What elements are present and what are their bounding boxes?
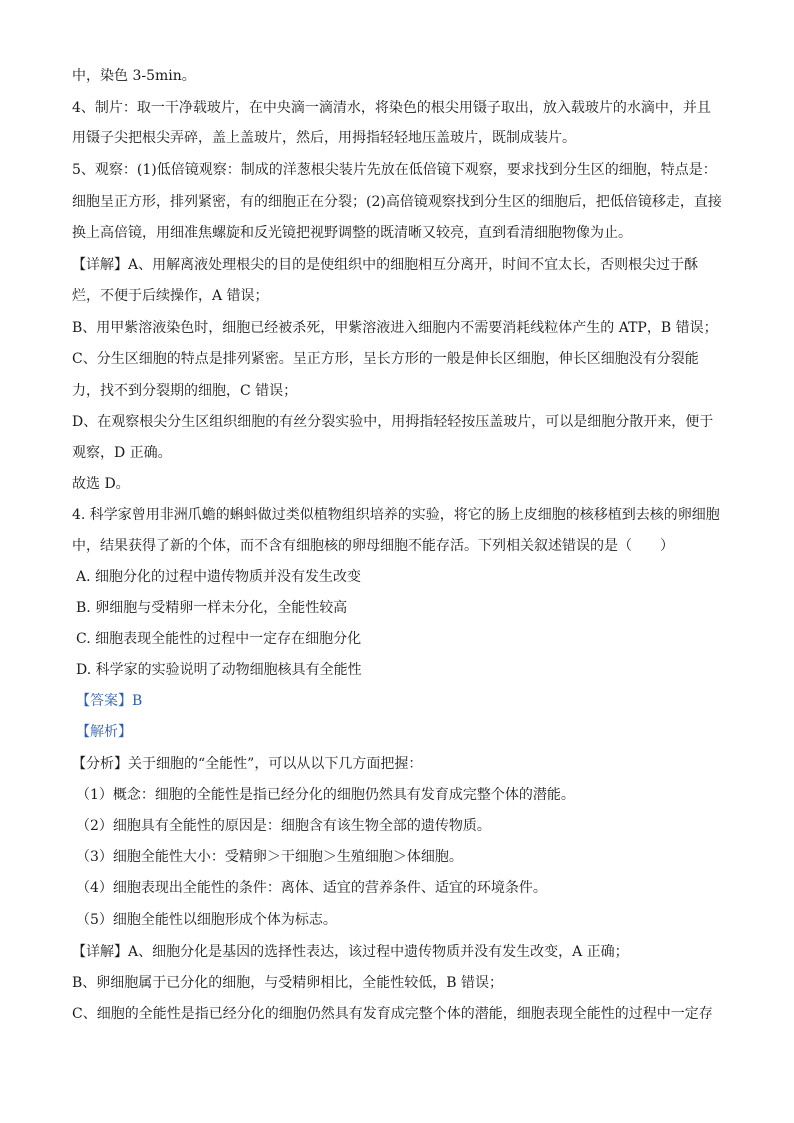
- text-line: （1）概念：细胞的全能性是指已经分化的细胞仍然具有发育成完整个体的潜能。: [76, 787, 575, 803]
- option-a: A. 细胞分化的过程中遗传物质并没有发生改变: [76, 569, 362, 585]
- text-line: B、用甲紫溶液染色时，细胞已经被杀死，甲紫溶液进入细胞内不需要消耗线粒体产生的 ATP，B 错误；: [72, 320, 718, 336]
- text-line: 4、制片：取一干净载玻片，在中央滴一滴清水，将染色的根尖用镊子取出，放入载玻片的水滴中，并且: [72, 100, 711, 116]
- text-line: 用镊子尖把根尖弄碎，盖上盖玻片，然后，用拇指轻轻地压盖玻片，既制成装片。: [72, 130, 576, 146]
- text-line: B、卵细胞属于已分化的细胞，与受精卵相比，全能性较低，B 错误；: [72, 975, 504, 991]
- option-b: B. 卵细胞与受精卵一样未分化，全能性较高: [76, 600, 348, 616]
- text-line: （5）细胞全能性以细胞形成个体为标志。: [76, 912, 337, 928]
- text-line: （3）细胞全能性大小：受精卵＞干细胞＞生殖细胞＞体细胞。: [76, 849, 463, 865]
- text-line: 观察，D 正确。: [72, 445, 172, 461]
- text-line: （4）细胞表现出全能性的条件：离体、适宜的营养条件、适宜的环境条件。: [76, 880, 547, 896]
- question-stem: 中，结果获得了新的个体，而不含有细胞核的卵母细胞不能存活。下列相关叙述错误的是（ ）: [72, 538, 674, 554]
- analysis-heading: 【解析】: [76, 724, 132, 740]
- text-line: 烂，不便于后续操作，A 错误；: [72, 288, 269, 304]
- text-line: 故选 D。: [72, 476, 130, 492]
- text-line: C、分生区细胞的特点是排列紧密。呈正方形，呈长方形的一般是伸长区细胞，伸长区细胞没有分裂能: [72, 351, 699, 367]
- option-d: D. 科学家的实验说明了动物细胞核具有全能性: [76, 662, 362, 678]
- text-line: 中，染色 3-5min。: [72, 68, 196, 84]
- question-stem: 4. 科学家曾用非洲爪蟾的蝌蚪做过类似植物组织培养的实验，将它的肠上皮细胞的核移植到去核的卵细胞: [72, 507, 720, 523]
- text-line: D、在观察根尖分生区组织细胞的有丝分裂实验中，用拇指轻轻按压盖玻片，可以是细胞分散开来，便于: [72, 414, 714, 430]
- text-line: 5、观察：(1)低倍镜观察：制成的洋葱根尖装片先放在低倍镜下观察，要求找到分生区的细胞，特点是：: [72, 162, 717, 178]
- option-c: C. 细胞表现全能性的过程中一定存在细胞分化: [76, 631, 362, 647]
- text-line: 力，找不到分裂期的细胞，C 错误；: [72, 383, 298, 399]
- text-line: （2）细胞具有全能性的原因是：细胞含有该生物全部的遗传物质。: [76, 818, 491, 834]
- text-line: 【详解】A、细胞分化是基因的选择性表达，该过程中遗传物质并没有发生改变，A 正确；: [72, 944, 629, 960]
- text-line: C、细胞的全能性是指已经分化的细胞仍然具有发育成完整个体的潜能，细胞表现全能性的过程中一定存: [72, 1006, 713, 1022]
- text-line: 【详解】A、用解离液处理根尖的目的是使组织中的细胞相互分离开，时间不宜太长，否则根尖过于酥: [72, 257, 699, 273]
- text-line: 细胞呈正方形，排列紧密，有的细胞正在分裂；(2)高倍镜观察找到分生区的细胞后，把低倍镜移走，直接: [72, 194, 722, 210]
- answer-label: 【答案】B: [76, 693, 143, 709]
- text-line: 换上高倍镜，用细准焦螺旋和反光镜把视野调整的既清晰又较亮，直到看清细胞物像为止。: [72, 225, 632, 241]
- text-line: 【分析】关于细胞的“全能性”，可以从以下几方面把握：: [72, 756, 423, 772]
